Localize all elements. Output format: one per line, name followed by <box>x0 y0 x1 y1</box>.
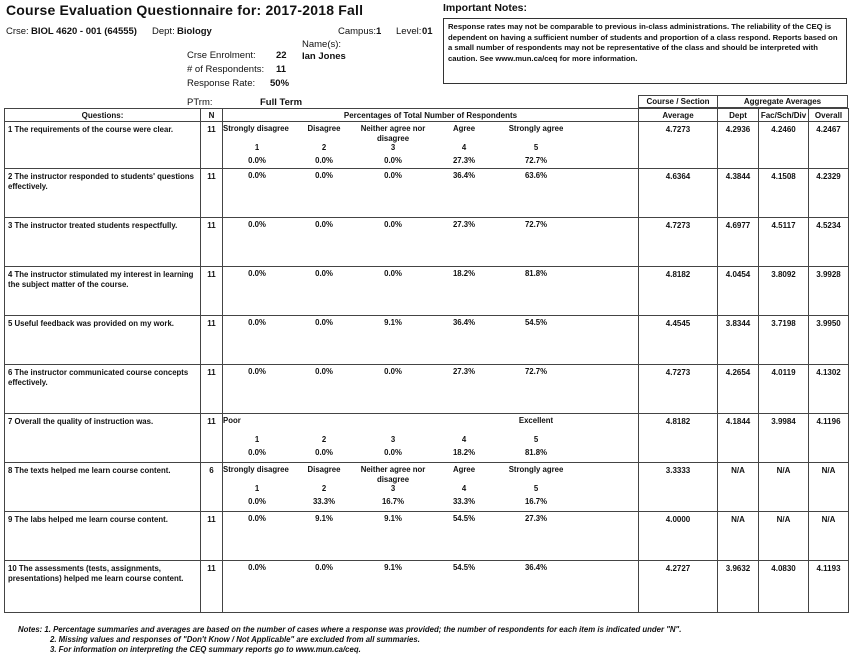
overall-average: N/A <box>809 512 849 561</box>
percentage-value: 72.7% <box>524 156 548 165</box>
scale-label: Strongly disagree <box>223 124 289 133</box>
scale-point: 4 <box>461 143 467 152</box>
table-row <box>5 218 849 267</box>
overall-average: 4.5234 <box>809 218 849 267</box>
percentage-cell <box>223 365 639 414</box>
percentage-value: 63.6% <box>524 171 548 180</box>
important-notes-title: Important Notes: <box>443 2 527 14</box>
response-rate-value: 50% <box>270 78 290 89</box>
overall-average: 4.2329 <box>809 169 849 218</box>
table-row <box>5 512 849 561</box>
percentage-value: 81.8% <box>524 448 548 457</box>
pterm-label: PTrm: <box>187 97 213 108</box>
fac-average: 3.9984 <box>759 414 809 463</box>
percentage-cell <box>223 122 639 169</box>
percentage-value: 0.0% <box>248 318 266 327</box>
dept-average: 4.2654 <box>718 365 759 414</box>
scale-point: 3 <box>390 484 396 493</box>
overall-average: 4.2467 <box>809 122 849 169</box>
dept-average: 4.6977 <box>718 218 759 267</box>
overall-average: 3.9928 <box>809 267 849 316</box>
percentage-value: 0.0% <box>315 269 333 278</box>
scale-point: 1 <box>254 143 260 152</box>
percentage-value: 18.2% <box>452 269 476 278</box>
campus-label: Campus: <box>338 26 377 37</box>
fac-average: 3.7198 <box>759 316 809 365</box>
percentage-value: 36.4% <box>524 563 548 572</box>
overall-average: 4.1302 <box>809 365 849 414</box>
dept-header: Dept <box>718 109 759 122</box>
table-row <box>5 122 849 169</box>
evaluation-table <box>4 108 849 613</box>
percentage-cell <box>223 267 639 316</box>
scale-label: Strongly disagree <box>223 465 289 474</box>
section-average: 4.2727 <box>639 561 718 613</box>
respondents-value: 11 <box>276 64 287 75</box>
percentage-value: 0.0% <box>248 171 266 180</box>
percentage-value: 0.0% <box>315 318 333 327</box>
section-average: 4.7273 <box>639 365 718 414</box>
percentage-value: 0.0% <box>384 171 402 180</box>
scale-label: Neither agree nor disagree <box>360 124 426 143</box>
respondent-count: 11 <box>201 267 223 316</box>
percentage-value: 0.0% <box>315 563 333 572</box>
dept-value: Biology <box>177 26 212 37</box>
percentage-value: 36.4% <box>452 318 476 327</box>
percentage-cell <box>223 169 639 218</box>
scale-label: Disagree <box>307 124 341 133</box>
aggregate-averages-header: Aggregate Averages <box>717 95 848 108</box>
dept-average: 3.8344 <box>718 316 759 365</box>
percentage-value: 0.0% <box>315 156 333 165</box>
names-label: Name(s): <box>302 39 342 50</box>
percentage-cell <box>223 218 639 267</box>
footnotes <box>18 625 681 655</box>
respondents-label: # of Respondents: <box>187 64 265 75</box>
fac-average: 4.5117 <box>759 218 809 267</box>
overall-average: 3.9950 <box>809 316 849 365</box>
percentage-value: 0.0% <box>248 367 266 376</box>
scale-label: Agree <box>452 124 476 133</box>
question-text: 7 Overall the quality of instruction was. <box>5 414 201 463</box>
scale-point: 3 <box>390 435 396 444</box>
scale-point: 4 <box>461 484 467 493</box>
fac-header: Fac/Sch/Div <box>759 109 809 122</box>
pterm-value: Full Term <box>260 97 303 108</box>
table-header-row <box>5 109 849 122</box>
percentage-value: 0.0% <box>248 563 266 572</box>
table-row <box>5 463 849 512</box>
respondent-count: 11 <box>201 316 223 365</box>
respondent-count: 11 <box>201 561 223 613</box>
percentages-header: Percentages of Total Number of Respondents <box>223 109 639 122</box>
footnote-3: 3. For information on interpreting the CEQ summary reports go to www.mun.ca/ceq. <box>50 645 361 654</box>
overall-header: Overall <box>809 109 849 122</box>
percentage-value: 27.3% <box>524 514 548 523</box>
respondent-count: 11 <box>201 365 223 414</box>
percentage-value: 0.0% <box>384 448 402 457</box>
dept-average: 4.0454 <box>718 267 759 316</box>
percentage-value: 16.7% <box>381 497 405 506</box>
scale-point: 3 <box>390 143 396 152</box>
percentage-value: 0.0% <box>315 171 333 180</box>
dept-label: Dept: <box>152 26 175 37</box>
scale-label: Strongly agree <box>508 465 564 474</box>
question-text: 2 The instructor responded to students' questions effectively. <box>5 169 201 218</box>
level-label: Level: <box>396 26 422 37</box>
footnote-1: Notes: 1. Percentage summaries and averages are based on the number of cases where a response was provided; the number of respondents for each item is indicated under "N". <box>18 625 682 634</box>
percentage-value: 0.0% <box>248 156 266 165</box>
percentage-value: 0.0% <box>384 156 402 165</box>
respondent-count: 11 <box>201 512 223 561</box>
dept-average: N/A <box>718 512 759 561</box>
percentage-value: 33.3% <box>312 497 336 506</box>
average-header: Average <box>639 109 718 122</box>
fac-average: 4.0119 <box>759 365 809 414</box>
percentage-value: 36.4% <box>452 171 476 180</box>
fac-average: N/A <box>759 463 809 512</box>
question-text: 5 Useful feedback was provided on my work. <box>5 316 201 365</box>
section-average: 4.8182 <box>639 267 718 316</box>
enrol-value: 22 <box>276 50 287 61</box>
n-header: N <box>201 109 223 122</box>
dept-average: 3.9632 <box>718 561 759 613</box>
section-average: 4.0000 <box>639 512 718 561</box>
table-row <box>5 267 849 316</box>
percentage-value: 0.0% <box>248 448 266 457</box>
names-value: Ian Jones <box>302 51 346 62</box>
respondent-count: 6 <box>201 463 223 512</box>
table-row <box>5 316 849 365</box>
scale-point: 2 <box>321 484 327 493</box>
scale-label: Strongly agree <box>508 124 564 133</box>
percentage-value: 81.8% <box>524 269 548 278</box>
respondent-count: 11 <box>201 169 223 218</box>
scale-point: 1 <box>254 435 260 444</box>
percentage-value: 27.3% <box>452 220 476 229</box>
percentage-value: 0.0% <box>315 220 333 229</box>
respondent-count: 11 <box>201 414 223 463</box>
footnote-2: 2. Missing values and responses of "Don't Know / Not Applicable" are excluded from all summaries. <box>50 635 420 644</box>
section-average: 4.7273 <box>639 122 718 169</box>
question-text: 3 The instructor treated students respectfully. <box>5 218 201 267</box>
respondent-count: 11 <box>201 218 223 267</box>
percentage-value: 9.1% <box>384 514 402 523</box>
scale-label: Agree <box>452 465 476 474</box>
section-average: 4.7273 <box>639 218 718 267</box>
percentage-cell <box>223 463 639 512</box>
scale-label: Disagree <box>307 465 341 474</box>
scale-label: Excellent <box>518 416 554 425</box>
table-row <box>5 561 849 613</box>
scale-point: 5 <box>533 143 539 152</box>
important-notes-text: Response rates may not be comparable to previous in-class administrations. The reliability of the CEQ is dependent on having a sufficient number of students and proportion of a class respond. Reports based on a small number of respondents may not be representative of the class and should be interpreted with caution. See www.mun.ca/ceq for more information. <box>443 18 847 84</box>
percentage-value: 27.3% <box>452 156 476 165</box>
percentage-value: 0.0% <box>315 367 333 376</box>
percentage-value: 0.0% <box>384 367 402 376</box>
scale-point: 5 <box>533 435 539 444</box>
percentage-value: 0.0% <box>384 269 402 278</box>
percentage-value: 54.5% <box>452 563 476 572</box>
dept-average: 4.3844 <box>718 169 759 218</box>
percentage-value: 54.5% <box>452 514 476 523</box>
question-text: 9 The labs helped me learn course content. <box>5 512 201 561</box>
question-text: 6 The instructor communicated course concepts effectively. <box>5 365 201 414</box>
overall-average: 4.1193 <box>809 561 849 613</box>
fac-average: 4.2460 <box>759 122 809 169</box>
question-text: 1 The requirements of the course were clear. <box>5 122 201 169</box>
fac-average: 4.1508 <box>759 169 809 218</box>
response-rate-label: Response Rate: <box>187 78 256 89</box>
percentage-value: 0.0% <box>384 220 402 229</box>
questions-header: Questions: <box>5 109 201 122</box>
percentage-value: 9.1% <box>384 318 402 327</box>
percentage-cell <box>223 316 639 365</box>
crse-label: Crse: <box>6 26 29 37</box>
scale-label: Poor <box>223 416 241 425</box>
question-text: 8 The texts helped me learn course content. <box>5 463 201 512</box>
percentage-value: 72.7% <box>524 220 548 229</box>
percentage-value: 0.0% <box>248 514 266 523</box>
percentage-value: 9.1% <box>384 563 402 572</box>
percentage-cell <box>223 561 639 613</box>
scale-point: 1 <box>254 484 260 493</box>
scale-label: Neither agree nor disagree <box>360 465 426 484</box>
percentage-value: 27.3% <box>452 367 476 376</box>
table-row <box>5 414 849 463</box>
report-title: Course Evaluation Questionnaire for: 2017-2018 Fall <box>6 2 364 18</box>
percentage-value: 18.2% <box>452 448 476 457</box>
percentage-cell <box>223 414 639 463</box>
percentage-value: 0.0% <box>248 220 266 229</box>
overall-average: 4.1196 <box>809 414 849 463</box>
table-row <box>5 169 849 218</box>
enrol-label: Crse Enrolment: <box>187 50 256 61</box>
overall-average: N/A <box>809 463 849 512</box>
respondent-count: 11 <box>201 122 223 169</box>
campus-value: 1 <box>376 26 382 37</box>
dept-average: 4.1844 <box>718 414 759 463</box>
course-section-header: Course / Section <box>638 95 718 108</box>
question-text: 4 The instructor stimulated my interest in learning the subject matter of the course. <box>5 267 201 316</box>
question-text: 10 The assessments (tests, assignments, presentations) helped me learn course content. <box>5 561 201 613</box>
percentage-value: 16.7% <box>524 497 548 506</box>
fac-average: 3.8092 <box>759 267 809 316</box>
section-average: 3.3333 <box>639 463 718 512</box>
scale-point: 5 <box>533 484 539 493</box>
dept-average: 4.2936 <box>718 122 759 169</box>
fac-average: 4.0830 <box>759 561 809 613</box>
crse-value: BIOL 4620 - 001 (64555) <box>31 26 137 37</box>
percentage-value: 33.3% <box>452 497 476 506</box>
section-average: 4.4545 <box>639 316 718 365</box>
scale-point: 2 <box>321 143 327 152</box>
level-value: 01 <box>422 26 433 37</box>
fac-average: N/A <box>759 512 809 561</box>
percentage-value: 72.7% <box>524 367 548 376</box>
section-average: 4.6364 <box>639 169 718 218</box>
scale-point: 4 <box>461 435 467 444</box>
percentage-value: 9.1% <box>315 514 333 523</box>
percentage-value: 0.0% <box>315 448 333 457</box>
table-row <box>5 365 849 414</box>
percentage-value: 0.0% <box>248 497 266 506</box>
dept-average: N/A <box>718 463 759 512</box>
scale-point: 2 <box>321 435 327 444</box>
percentage-value: 54.5% <box>524 318 548 327</box>
percentage-cell <box>223 512 639 561</box>
percentage-value: 0.0% <box>248 269 266 278</box>
section-average: 4.8182 <box>639 414 718 463</box>
